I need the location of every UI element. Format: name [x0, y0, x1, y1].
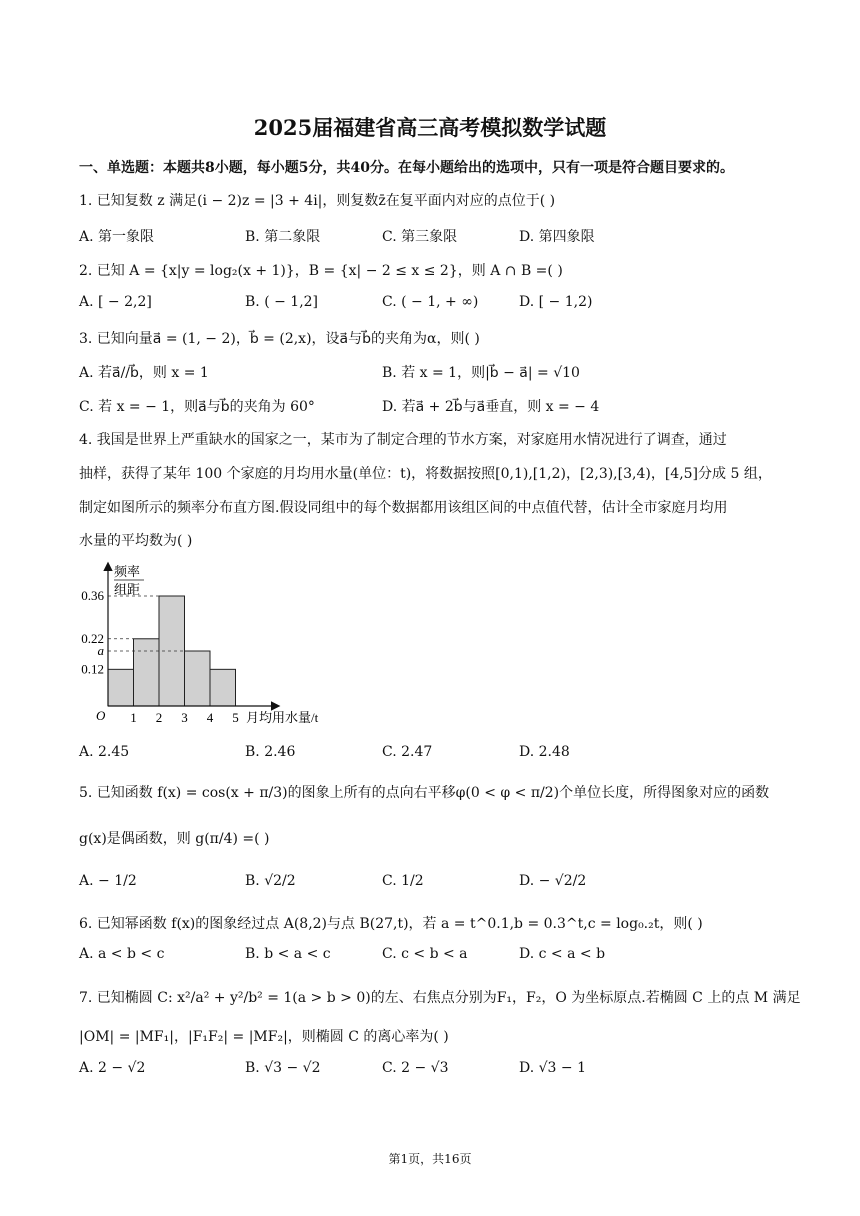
q7-stem-line-1: 7. 已知椭圆 C: x²/a² + y²/b² = 1(a > b > 0)的左、右焦点分别为F₁，F₂，O 为坐标原点.若椭圆 C 上的点 M 满足 — [79, 990, 801, 1006]
q6-stem: 6. 已知幂函数 f(x)的图象经过点 A(8,2)与点 B(27,t)，若 a = t^0.1,b = 0.3^t,c = log₀.₂t，则( ) — [79, 916, 703, 932]
section-heading: 一、单选题：本题共8小题，每小题5分，共40分。在每小题给出的选项中，只有一项是符合题目要求的。 — [79, 160, 734, 176]
q7-option-c: C. 2 − √3 — [382, 1060, 449, 1076]
q5-option-a: A. − 1/2 — [79, 873, 137, 889]
q7-option-d: D. √3 − 1 — [519, 1060, 586, 1076]
y-tick-label-1: 0.36 — [81, 588, 104, 603]
q6-option-a: A. a < b < c — [79, 946, 165, 962]
q3-option-c: C. 若 x = − 1，则a⃗与b⃗的夹角为 60° — [79, 399, 315, 415]
q2-option-b: B. ( − 1,2] — [245, 294, 319, 310]
q6-option-d: D. c < a < b — [519, 946, 606, 962]
q3-option-a: A. 若a⃗//b⃗，则 x = 1 — [79, 365, 209, 381]
q5-option-b: B. √2/2 — [245, 873, 296, 889]
q4-line-2: 抽样，获得了某年 100 个家庭的月均用水量(单位：t)，将数据按照[0,1),[1,2)，[2,3),[3,4)，[4,5]分成 5 组， — [79, 466, 772, 482]
q5-stem-line-1: 5. 已知函数 f(x) = cos(x + π/3)的图象上所有的点向右平移φ(0 < φ < π/2)个单位长度，所得图象对应的函数 — [79, 785, 770, 801]
q1-option-c: C. 第三象限 — [382, 229, 458, 245]
histogram-bar-4 — [185, 651, 211, 706]
x-tick-label-5: 5 — [232, 710, 239, 725]
q4-line-4: 水量的平均数为( ) — [79, 533, 193, 549]
histogram-bar-5 — [210, 669, 236, 706]
y-label-bottom: 组距 — [114, 582, 141, 597]
q6-option-c: C. c < b < a — [382, 946, 468, 962]
q3-option-b: B. 若 x = 1，则|b⃗ − a⃗| = √10 — [382, 365, 580, 381]
q4-line-1: 4. 我国是世界上严重缺水的国家之一，某市为了制定合理的节水方案，对家庭用水情况进行了调查，通过 — [79, 432, 727, 448]
q6-option-b: B. b < a < c — [245, 946, 331, 962]
q4-option-a: A. 2.45 — [79, 744, 130, 760]
page-title: 2025届福建省高三高考模拟数学试题 — [253, 115, 607, 140]
q5-option-d: D. − √2/2 — [519, 873, 587, 889]
q2-option-d: D. [ − 1,2) — [519, 294, 593, 310]
y-tick-label-4: 0.12 — [81, 661, 104, 677]
q2-option-a: A. [ − 2,2] — [79, 294, 152, 310]
x-tick-label-3: 3 — [181, 710, 188, 725]
q1-option-a: A. 第一象限 — [79, 229, 155, 245]
x-tick-label-2: 2 — [155, 710, 163, 725]
origin-label: O — [96, 708, 106, 723]
q7-stem-line-2: |OM| = |MF₁|，|F₁F₂| = |MF₂|，则椭圆 C 的离心率为( ) — [79, 1029, 449, 1045]
x-tick-label-1: 1 — [130, 710, 137, 725]
q5-option-c: C. 1/2 — [382, 873, 424, 889]
q3-option-d: D. 若a⃗ + 2b⃗与a⃗垂直，则 x = − 4 — [382, 399, 600, 415]
q1-stem: 1. 已知复数 z 满足(i − 2)z = |3 + 4i|，则复数z̄在复平面内对应的点位于( ) — [79, 193, 556, 209]
q2-option-c: C. ( − 1, + ∞) — [382, 294, 479, 310]
y-tick-label-2: 0.22 — [81, 630, 104, 646]
histogram-chart — [72, 558, 352, 730]
x-axis-label: 月均用水量/t — [246, 710, 319, 725]
q1-option-d: D. 第四象限 — [519, 229, 595, 245]
page-footer: 第1页，共16页 — [388, 1152, 472, 1166]
q7-option-a: A. 2 − √2 — [79, 1060, 146, 1076]
x-tick-label-4: 4 — [206, 710, 214, 725]
y-label-top: 频率 — [114, 564, 141, 579]
q1-option-b: B. 第二象限 — [245, 229, 321, 245]
q3-stem: 3. 已知向量a⃗ = (1, − 2)，b⃗ = (2,x)，设a⃗与b⃗的夹角为α，则( ) — [79, 331, 480, 347]
q4-line-3: 制定如图所示的频率分布直方图.假设同组中的每个数据都用该组区间的中点值代替，估计全市家庭月均用 — [79, 500, 728, 516]
histogram-bar-2 — [134, 639, 160, 706]
q4-option-b: B. 2.46 — [245, 744, 296, 760]
q2-stem: 2. 已知 A = {x|y = log₂(x + 1)}，B = {x| − 2 ≤ x ≤ 2}，则 A ∩ B =( ) — [79, 263, 563, 279]
q4-option-c: C. 2.47 — [382, 744, 433, 760]
histogram-bar-1 — [108, 669, 134, 706]
y-tick-label-3: a — [97, 643, 104, 658]
q5-stem-line-2: g(x)是偶函数，则 g(π/4) =( ) — [79, 831, 270, 847]
q7-option-b: B. √3 − √2 — [245, 1060, 321, 1076]
q4-option-d: D. 2.48 — [519, 744, 570, 760]
